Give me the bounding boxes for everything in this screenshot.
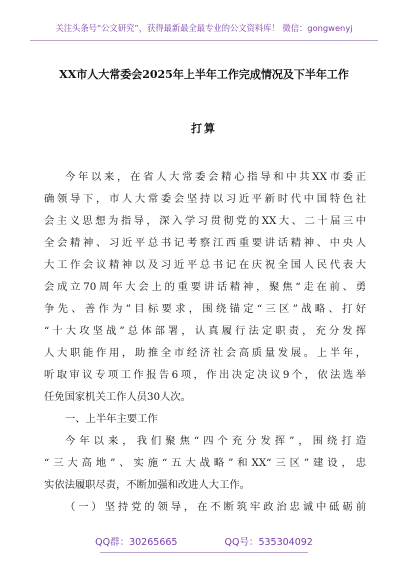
body-line: 听取审议专项工作报告6项，作出决定决议9个，依法选举 bbox=[44, 369, 366, 381]
document-body bbox=[44, 166, 366, 518]
body-line: 大工作会议精神以及习近平总书记在庆祝全国人民代表大 bbox=[44, 259, 366, 271]
footer-divider bbox=[100, 552, 308, 553]
body-line: 全会精神、习近平总书记考察江西重要讲话精神、中央人 bbox=[44, 237, 366, 249]
body-line: “三大高地”、实施“五大战略”和XX“三区”建设，忠 bbox=[44, 457, 366, 469]
body-line: 人大职能作用，助推全市经济社会高质量发展。上半年， bbox=[44, 347, 366, 359]
footer-qq-number: QQ号：535304092 bbox=[224, 537, 313, 548]
document-title-line-2: 打算 bbox=[191, 122, 217, 135]
footer-contact bbox=[0, 534, 408, 548]
body-line: 争先、善作为”目标要求，围绕锚定“三区”战略、打好 bbox=[44, 303, 366, 315]
section-heading: 一、上半年主要工作 bbox=[65, 413, 158, 425]
body-line: 实依法履职尽责，不断加强和改进人大工作。 bbox=[44, 479, 250, 491]
body-line: 任免国家机关工作人员30人次。 bbox=[44, 391, 191, 403]
body-line: 确领导下，市人大常委会坚持以习近平新时代中国特色社 bbox=[44, 193, 366, 205]
body-line: 今年以来，我们聚焦“四个充分发挥”，围绕打造 bbox=[65, 435, 366, 447]
document-title-line-1: XX市人大常委会2025年上半年工作完成情况及下半年工作 bbox=[59, 68, 349, 81]
footer-qq-group: QQ群：30265665 bbox=[95, 537, 178, 548]
header-divider bbox=[30, 40, 378, 41]
body-line: “十大攻坚战”总体部署，认真履行法定职责，充分发挥 bbox=[44, 325, 366, 337]
body-line: 今年以来，在省人大常委会精心指导和中共XX市委正 bbox=[65, 171, 366, 183]
header-promo-note: 关注头条号“公文研究”，获得最新最全最专业的公文资料库！ 微信：gongwenyj bbox=[55, 23, 353, 33]
subsection-heading-line: （一）坚持党的领导，在不断筑牢政治忠诚中砥砺前 bbox=[65, 501, 366, 513]
body-line: 会成立70周年大会上的重要讲话精神，聚焦“走在前、勇 bbox=[44, 281, 366, 293]
body-line: 会主义思想为指导，深入学习贯彻党的XX大、二十届三中 bbox=[44, 215, 366, 227]
